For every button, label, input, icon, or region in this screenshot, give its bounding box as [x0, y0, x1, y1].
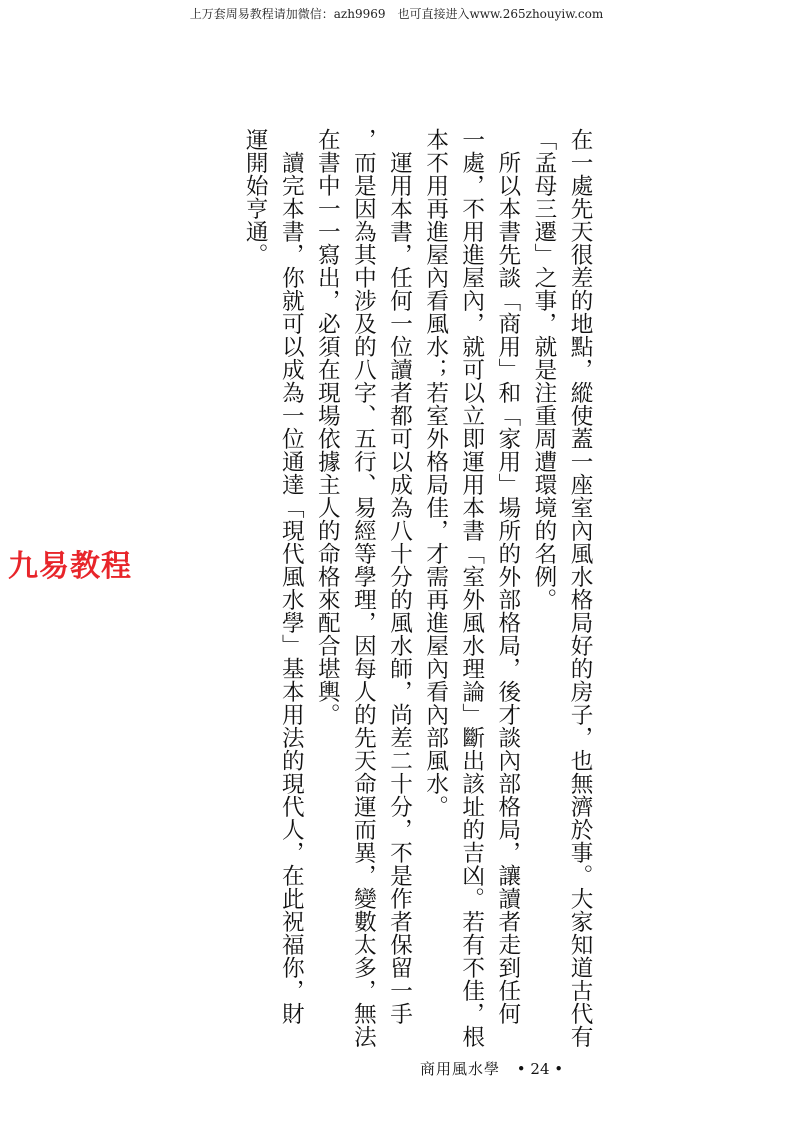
text-line: 運用本書，任何一位讀者都可以成為八十分的風水師，尚差二十分，不是作者保留一手 — [386, 128, 413, 1025]
text-line: 讀完本書，你就可以成為一位通達「現代風水學」基本用法的現代人，在此祝福你，財 — [278, 128, 305, 1025]
page-footer — [420, 1058, 563, 1079]
text-line: 所以本書先談「商用」和「家用」場所的外部格局，後才談內部格局，讓讀者走到任何 — [494, 128, 521, 1025]
text-line: 一處，不用進屋內，就可以立即運用本書「室外風水理論」斷出該址的吉凶。若有不佳，根 — [458, 128, 485, 1048]
text-line: 運開始亨通。 — [242, 128, 269, 266]
text-line: ，而是因為其中涉及的八字、五行、易經等學理，因每人的先天命運而異，變數太多，無法 — [350, 128, 377, 1048]
book-title: 商用風水學 — [420, 1060, 501, 1078]
text-line: 在一處先天很差的地點，縱使蓋一座室內風水格局好的房子，也無濟於事。大家知道古代有 — [567, 128, 593, 1048]
text-line: 「孟母三遷」之事，就是注重周遭環境的名例。 — [530, 128, 557, 611]
page-number: • 24 • — [516, 1060, 564, 1078]
watermark-stamp: 九易教程 — [8, 549, 132, 584]
text-line: 本不用再進屋內看風水；若室外格局佳，才需再進屋內看內部風水。 — [422, 128, 449, 818]
header-promo-note: 上万套周易教程请加微信：azh9969 也可直接进入www.265zhouyiw.com — [189, 7, 604, 21]
text-line: 在書中一一寫出，必須在現場依據主人的命格來配合堪輿。 — [314, 128, 341, 726]
body-text — [212, 128, 598, 1048]
